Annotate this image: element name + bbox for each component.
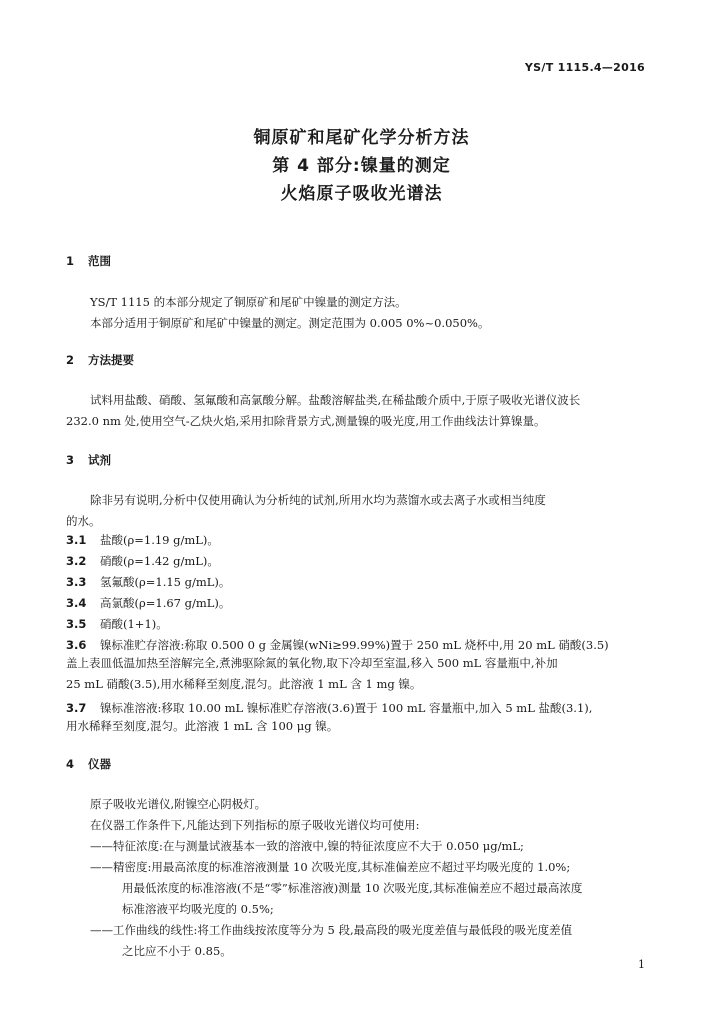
reagent-item	[66, 553, 219, 569]
reagent-item-3-7	[66, 700, 592, 716]
item-text: 高氯酸(ρ=1.67 g/mL)。	[100, 596, 231, 610]
reagent-item-3-6	[66, 637, 609, 653]
item-number: 3.7	[66, 701, 87, 715]
item-text: 盐酸(ρ=1.19 g/mL)。	[100, 533, 219, 547]
reagent-item	[66, 616, 168, 632]
section-4-heading	[66, 756, 111, 772]
reagent-item-3-7-line-2: 用水稀释至刻度,混匀。此溶液 1 mL 含 100 μg 镍。	[66, 719, 339, 733]
section-number: 1	[66, 254, 75, 268]
section-2-heading	[66, 352, 134, 368]
reagent-item-3-6-line-3: 25 mL 硝酸(3.5),用水稀释至刻度,混匀。此溶液 1 mL 含 1 mg 镍。	[66, 677, 422, 691]
item-number: 3.3	[66, 575, 87, 589]
item-text-line-1: 镍标准溶液:移取 10.00 mL 镍标准贮存溶液(3.6)置于 100 mL 容量瓶中,加入 5 mL 盐酸(3.1),	[100, 701, 593, 715]
item-number: 3.1	[66, 533, 87, 547]
item-number: 3.5	[66, 617, 87, 631]
section-4-para-2: 在仪器工作条件下,凡能达到下列指标的原子吸收光谱仪均可使用:	[90, 818, 420, 832]
section-1-heading	[66, 253, 111, 269]
section-2-line-2: 232.0 nm 处,使用空气-乙炔火焰,采用扣除背景方式,测量镍的吸光度,用工作曲线法计算镍量。	[66, 414, 546, 428]
criterion-characteristic-concentration: ——特征浓度:在与测量试液基本一致的溶液中,镍的特征浓度应不大于 0.050 μg/mL;	[90, 839, 524, 853]
section-title: 方法提要	[88, 353, 134, 367]
section-3-heading	[66, 452, 111, 468]
section-3-intro-line-2: 的水。	[66, 514, 101, 528]
section-3-intro-line-1: 除非另有说明,分析中仅使用确认为分析纯的试剂,所用水均为蒸馏水或去离子水或相当纯度	[90, 493, 546, 507]
section-number: 3	[66, 453, 75, 467]
criterion-precision-line-3: 标准溶液平均吸光度的 0.5%;	[122, 902, 274, 916]
section-4-para-1: 原子吸收光谱仪,附镍空心阴极灯。	[90, 797, 267, 811]
item-text-line-1: 镍标准贮存溶液:称取 0.500 0 g 金属镍(wNi≥99.99%)置于 250 mL 烧杯中,用 20 mL 硝酸(3.5)	[100, 638, 609, 652]
criterion-precision-line-2: 用最低浓度的标准溶液(不是“零”标准溶液)测量 10 次吸光度,其标准偏差应不超过最高浓度	[122, 881, 583, 895]
document-title-line-1: 铜原矿和尾矿化学分析方法	[253, 128, 470, 148]
reagent-item	[66, 595, 230, 611]
item-number: 3.6	[66, 638, 87, 652]
section-title: 试剂	[88, 453, 111, 467]
reagent-item	[66, 532, 219, 548]
section-1-para-1: YS/T 1115 的本部分规定了铜原矿和尾矿中镍量的测定方法。	[90, 295, 407, 309]
item-number: 3.2	[66, 554, 87, 568]
section-title: 范围	[88, 254, 111, 268]
item-text: 硝酸(1+1)。	[100, 617, 168, 631]
reagent-item-3-6-line-2: 盖上表皿低温加热至溶解完全,煮沸驱除氮的氧化物,取下冷却至室温,移入 500 mL 容量瓶中,补加	[66, 656, 558, 670]
document-title-line-2: 第 4 部分:镍量的测定	[272, 156, 451, 176]
standard-number-header: YS/T 1115.4—2016	[524, 61, 645, 74]
criterion-linearity-line-1: ——工作曲线的线性:将工作曲线按浓度等分为 5 段,最高段的吸光度差值与最低段的吸光度差值	[90, 923, 573, 937]
criterion-linearity-line-2: 之比应不小于 0.85。	[122, 944, 232, 958]
page-number: 1	[638, 958, 645, 971]
section-1-para-2: 本部分适用于铜原矿和尾矿中镍量的测定。测定范围为 0.005 0%~0.050%。	[90, 316, 490, 330]
document-title-line-3: 火焰原子吸收光谱法	[280, 184, 443, 204]
item-text: 硝酸(ρ=1.42 g/mL)。	[100, 554, 219, 568]
section-2-line-1: 试料用盐酸、硝酸、氢氟酸和高氯酸分解。盐酸溶解盐类,在稀盐酸介质中,于原子吸收光谱仪波长	[90, 393, 581, 407]
criterion-precision-line-1: ——精密度:用最高浓度的标准溶液测量 10 次吸光度,其标准偏差应不超过平均吸光度的 1.0%;	[90, 860, 571, 874]
section-title: 仪器	[88, 757, 111, 771]
item-number: 3.4	[66, 596, 87, 610]
section-number: 2	[66, 353, 75, 367]
item-text: 氢氟酸(ρ=1.15 g/mL)。	[100, 575, 231, 589]
section-number: 4	[66, 757, 75, 771]
reagent-item	[66, 574, 230, 590]
